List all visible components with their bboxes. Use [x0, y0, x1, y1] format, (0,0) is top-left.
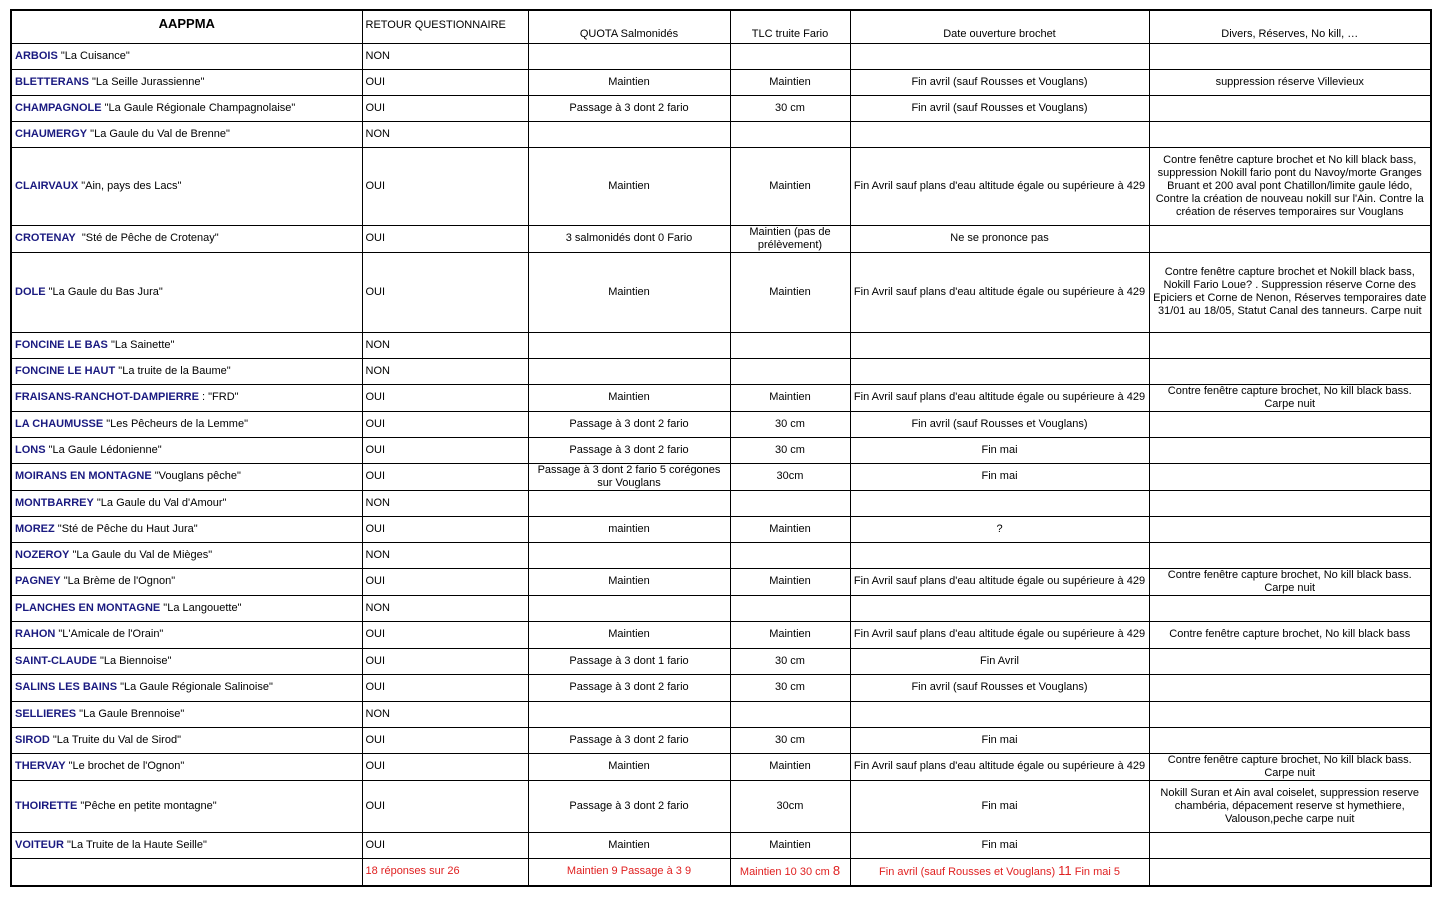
aappma-town-name: ARBOIS: [15, 49, 58, 62]
retour-cell: OUI: [362, 69, 528, 95]
tlc-cell: Maintien: [730, 621, 850, 648]
aappma-association-name: "Le brochet de l'Ognon": [65, 760, 185, 772]
quota-cell: Passage à 3 dont 2 fario: [528, 727, 730, 753]
header-aappma: AAPPMA: [11, 10, 362, 43]
summary-quota: Maintien 9 Passage à 3 9: [528, 858, 730, 886]
aappma-cell: [11, 516, 362, 542]
date-cell: [850, 332, 1149, 358]
aappma-association-name: "Les Pêcheurs de la Lemme": [103, 417, 248, 430]
divers-cell: [1149, 542, 1431, 568]
retour-cell: OUI: [362, 95, 528, 121]
retour-cell: OUI: [362, 832, 528, 858]
date-cell: [850, 595, 1149, 621]
date-cell: Fin mai: [850, 832, 1149, 858]
divers-cell: [1149, 832, 1431, 858]
quota-cell: Maintien: [528, 568, 730, 595]
date-cell: Fin Avril sauf plans d'eau altitude égale ou supérieure à 429: [850, 147, 1149, 225]
aappma-survey-table: [10, 9, 1432, 887]
header-tlc: TLC truite Fario: [730, 10, 850, 43]
aappma-town-name: CHAUMERGY: [15, 127, 88, 140]
quota-cell: [528, 358, 730, 384]
tlc-cell: [730, 121, 850, 147]
divers-cell: Contre fenêtre capture brochet, No kill black bass: [1149, 621, 1431, 648]
date-cell: Fin mai: [850, 463, 1149, 490]
quota-cell: Maintien: [528, 147, 730, 225]
divers-cell: [1149, 95, 1431, 121]
aappma-town-name: DOLE: [15, 285, 46, 298]
quota-cell: Passage à 3 dont 1 fario: [528, 648, 730, 674]
divers-cell: suppression réserve Villevieux: [1149, 69, 1431, 95]
quota-cell: Maintien: [528, 252, 730, 332]
quota-cell: Maintien: [528, 69, 730, 95]
summary-tlc: [730, 858, 850, 886]
date-cell: Ne se prononce pas: [850, 225, 1149, 252]
quota-cell: Maintien: [528, 621, 730, 648]
tlc-cell: [730, 595, 850, 621]
aappma-association-name: "Sté de Pêche de Crotenay": [75, 232, 219, 244]
table-body: [11, 43, 1431, 858]
header-divers: Divers, Réserves, No kill, …: [1149, 10, 1431, 43]
date-cell: Fin Avril: [850, 648, 1149, 674]
tlc-cell: Maintien: [730, 516, 850, 542]
divers-cell: [1149, 332, 1431, 358]
tlc-cell: Maintien: [730, 384, 850, 411]
table-row: [11, 780, 1431, 832]
aappma-cell: [11, 753, 362, 780]
aappma-association-name: "La Gaule Lédonienne": [45, 443, 162, 456]
tlc-cell: [730, 701, 850, 727]
aappma-town-name: PAGNEY: [15, 575, 61, 587]
quota-cell: Passage à 3 dont 2 fario: [528, 437, 730, 463]
aappma-town-name: PLANCHES EN MONTAGNE: [15, 601, 161, 614]
aappma-town-name: SAINT-CLAUDE: [15, 654, 97, 667]
table-row: [11, 727, 1431, 753]
tlc-cell: Maintien: [730, 753, 850, 780]
retour-cell: OUI: [362, 568, 528, 595]
date-cell: [850, 542, 1149, 568]
table-row: [11, 358, 1431, 384]
date-cell: ?: [850, 516, 1149, 542]
summary-divers: [1149, 858, 1431, 886]
table-row: [11, 121, 1431, 147]
quota-cell: maintien: [528, 516, 730, 542]
tlc-cell: 30cm: [730, 780, 850, 832]
quota-cell: [528, 542, 730, 568]
tlc-cell: [730, 542, 850, 568]
aappma-town-name: MOREZ: [15, 522, 55, 535]
tlc-cell: 30 cm: [730, 674, 850, 701]
summary-empty-cell: [11, 858, 362, 886]
tlc-cell: Maintien: [730, 69, 850, 95]
table-row: [11, 568, 1431, 595]
aappma-association-name: "L'Amicale de l'Orain": [55, 628, 164, 640]
divers-cell: [1149, 701, 1431, 727]
divers-cell: [1149, 516, 1431, 542]
aappma-cell: [11, 701, 362, 727]
table-row: [11, 225, 1431, 252]
date-cell: Fin avril (sauf Rousses et Vouglans): [850, 95, 1149, 121]
divers-cell: Contre fenêtre capture brochet et Nokill black bass, Nokill Fario Loue? . Suppression réserve Corne des Epiciers et Corne de Nenon, Réserves temporaires date 31/01 au 18/05, Statut Canal des tanneurs. Carpe nuit: [1149, 252, 1431, 332]
quota-cell: 3 salmonidés dont 0 Fario: [528, 225, 730, 252]
retour-cell: OUI: [362, 753, 528, 780]
aappma-cell: [11, 780, 362, 832]
aappma-association-name: "La Gaule Régionale Salinoise": [117, 681, 273, 693]
aappma-town-name: MOIRANS EN MONTAGNE: [15, 470, 152, 482]
retour-cell: NON: [362, 542, 528, 568]
tlc-cell: 30 cm: [730, 648, 850, 674]
aappma-association-name: "Ain, pays des Lacs": [78, 179, 182, 192]
tlc-cell: 30 cm: [730, 437, 850, 463]
aappma-town-name: CHAMPAGNOLE: [15, 101, 102, 114]
retour-cell: OUI: [362, 252, 528, 332]
date-cell: [850, 701, 1149, 727]
tlc-cell: Maintien (pas de prélèvement): [730, 225, 850, 252]
table-row: [11, 252, 1431, 332]
table-row: [11, 43, 1431, 69]
divers-cell: Contre fenêtre capture brochet, No kill black bass. Carpe nuit: [1149, 753, 1431, 780]
aappma-cell: [11, 648, 362, 674]
aappma-cell: [11, 727, 362, 753]
tlc-cell: [730, 332, 850, 358]
retour-cell: OUI: [362, 437, 528, 463]
aappma-association-name: "La Langouette": [160, 601, 242, 614]
divers-cell: [1149, 358, 1431, 384]
quota-cell: Passage à 3 dont 2 fario: [528, 411, 730, 437]
date-cell: Fin mai: [850, 437, 1149, 463]
tlc-cell: Maintien: [730, 252, 850, 332]
aappma-town-name: THOIRETTE: [15, 799, 78, 812]
date-cell: Fin Avril sauf plans d'eau altitude égale ou supérieure à 429: [850, 753, 1149, 780]
retour-cell: NON: [362, 490, 528, 516]
date-cell: Fin Avril sauf plans d'eau altitude égale ou supérieure à 429: [850, 621, 1149, 648]
aappma-town-name: RAHON: [15, 628, 56, 640]
divers-cell: [1149, 727, 1431, 753]
divers-cell: [1149, 648, 1431, 674]
date-cell: [850, 358, 1149, 384]
aappma-association-name: "La Truite du Val de Sirod": [49, 733, 181, 746]
tlc-cell: Maintien: [730, 832, 850, 858]
table-row: [11, 69, 1431, 95]
divers-cell: [1149, 674, 1431, 701]
date-cell: Fin Avril sauf plans d'eau altitude égale ou supérieure à 429: [850, 568, 1149, 595]
retour-cell: OUI: [362, 648, 528, 674]
header-quota: QUOTA Salmonidés: [528, 10, 730, 43]
quota-cell: Maintien: [528, 384, 730, 411]
summary-retour: 18 réponses sur 26: [362, 858, 528, 886]
summary-tlc-text: Maintien 10 30 cm: [739, 866, 833, 879]
retour-cell: NON: [362, 358, 528, 384]
aappma-cell: [11, 832, 362, 858]
aappma-cell: [11, 95, 362, 121]
table-row: [11, 832, 1431, 858]
tlc-cell: [730, 358, 850, 384]
header-retour: RETOUR QUESTIONNAIRE: [362, 10, 528, 43]
aappma-cell: [11, 225, 362, 252]
table-row: [11, 516, 1431, 542]
tlc-cell: 30 cm: [730, 727, 850, 753]
retour-cell: OUI: [362, 516, 528, 542]
aappma-cell: [11, 147, 362, 225]
divers-cell: [1149, 490, 1431, 516]
aappma-association-name: "La Cuisance": [57, 49, 130, 62]
divers-cell: [1149, 225, 1431, 252]
quota-cell: [528, 490, 730, 516]
aappma-association-name: "La Gaule du Val de Brenne": [87, 127, 230, 140]
divers-cell: [1149, 437, 1431, 463]
quota-cell: [528, 43, 730, 69]
summary-date: [850, 858, 1149, 886]
header-row: [11, 10, 1431, 43]
summary-date-count: 11: [1058, 863, 1072, 879]
aappma-town-name: CROTENAY: [15, 232, 76, 244]
table-row: [11, 753, 1431, 780]
retour-cell: OUI: [362, 621, 528, 648]
aappma-association-name: "La Truite de la Haute Seille": [63, 838, 207, 851]
table-row: [11, 595, 1431, 621]
divers-cell: Contre fenêtre capture brochet et No kill black bass, suppression Nokill fario pont du Navoy/morte Granges Bruant et 200 aval pont Chatillon/limite gaule lédo, Contre la création de nouveau nokill sur l'Ain. Contre la création de réserves temporaires sur Vouglans: [1149, 147, 1431, 225]
aappma-association-name: "Pêche en petite montagne": [77, 799, 217, 812]
retour-cell: OUI: [362, 411, 528, 437]
aappma-association-name: : "FRD": [198, 391, 239, 403]
tlc-cell: 30 cm: [730, 95, 850, 121]
date-cell: Fin Avril sauf plans d'eau altitude égale ou supérieure à 429: [850, 252, 1149, 332]
aappma-cell: [11, 490, 362, 516]
aappma-association-name: "La truite de la Baume": [115, 364, 231, 377]
divers-cell: [1149, 121, 1431, 147]
date-cell: Fin avril (sauf Rousses et Vouglans): [850, 674, 1149, 701]
table-row: [11, 437, 1431, 463]
retour-cell: OUI: [362, 147, 528, 225]
retour-cell: NON: [362, 701, 528, 727]
divers-cell: [1149, 595, 1431, 621]
quota-cell: Maintien: [528, 753, 730, 780]
aappma-cell: [11, 542, 362, 568]
aappma-town-name: SALINS LES BAINS: [15, 681, 118, 693]
aappma-cell: [11, 568, 362, 595]
date-cell: [850, 121, 1149, 147]
retour-cell: OUI: [362, 727, 528, 753]
table-row: [11, 384, 1431, 411]
aappma-cell: [11, 252, 362, 332]
divers-cell: Nokill Suran et Ain aval coiselet, suppression reserve chambéria, dépacement reserve st hymethiere, Valouson,peche carpe nuit: [1149, 780, 1431, 832]
table-row: [11, 147, 1431, 225]
aappma-cell: [11, 621, 362, 648]
summary-tlc-count: 8: [832, 863, 841, 879]
table-row: [11, 701, 1431, 727]
aappma-town-name: BLETTERANS: [15, 75, 89, 88]
retour-cell: NON: [362, 121, 528, 147]
quota-cell: Passage à 3 dont 2 fario: [528, 95, 730, 121]
retour-cell: NON: [362, 595, 528, 621]
divers-cell: [1149, 463, 1431, 490]
quota-cell: [528, 701, 730, 727]
quota-cell: Passage à 3 dont 2 fario: [528, 780, 730, 832]
table-row: [11, 621, 1431, 648]
aappma-town-name: LA CHAUMUSSE: [15, 417, 104, 430]
table-row: [11, 542, 1431, 568]
aappma-cell: [11, 332, 362, 358]
aappma-cell: [11, 69, 362, 95]
tlc-cell: Maintien: [730, 568, 850, 595]
date-cell: Fin mai: [850, 727, 1149, 753]
date-cell: Fin Avril sauf plans d'eau altitude égale ou supérieure à 429: [850, 384, 1149, 411]
aappma-cell: [11, 384, 362, 411]
aappma-town-name: MONTBARREY: [15, 496, 94, 509]
aappma-town-name: FONCINE LE BAS: [15, 338, 108, 351]
aappma-cell: [11, 437, 362, 463]
table-row: [11, 463, 1431, 490]
table-row: [11, 411, 1431, 437]
aappma-association-name: "La Seille Jurassienne": [88, 75, 205, 88]
aappma-town-name: SIROD: [15, 733, 50, 746]
header-date: Date ouverture brochet: [850, 10, 1149, 43]
aappma-cell: [11, 595, 362, 621]
table-row: [11, 490, 1431, 516]
aappma-town-name: VOITEUR: [15, 838, 64, 851]
aappma-town-name: SELLIERES: [15, 707, 77, 720]
quota-cell: Passage à 3 dont 2 fario 5 corégones sur Vouglans: [528, 463, 730, 490]
tlc-cell: 30cm: [730, 463, 850, 490]
aappma-town-name: NOZEROY: [15, 548, 70, 561]
aappma-cell: [11, 674, 362, 701]
quota-cell: [528, 332, 730, 358]
divers-cell: [1149, 43, 1431, 69]
aappma-town-name: LONS: [15, 443, 46, 456]
tlc-cell: [730, 43, 850, 69]
aappma-cell: [11, 463, 362, 490]
aappma-association-name: "La Sainette": [107, 338, 175, 351]
aappma-cell: [11, 43, 362, 69]
retour-cell: OUI: [362, 463, 528, 490]
divers-cell: Contre fenêtre capture brochet, No kill black bass. Carpe nuit: [1149, 568, 1431, 595]
summary-date-text: Fin avril (sauf Rousses et Vouglans): [879, 866, 1059, 879]
retour-cell: OUI: [362, 384, 528, 411]
aappma-association-name: "La Gaule Brennoise": [76, 707, 185, 720]
aappma-association-name: "La Gaule du Val de Mièges": [69, 548, 213, 561]
aappma-town-name: CLAIRVAUX: [15, 179, 79, 192]
date-cell: [850, 43, 1149, 69]
date-cell: Fin mai: [850, 780, 1149, 832]
date-cell: Fin avril (sauf Rousses et Vouglans): [850, 411, 1149, 437]
table-row: [11, 332, 1431, 358]
aappma-association-name: "La Gaule du Bas Jura": [45, 285, 163, 298]
quota-cell: Passage à 3 dont 2 fario: [528, 674, 730, 701]
table-row: [11, 648, 1431, 674]
retour-cell: NON: [362, 43, 528, 69]
tlc-cell: Maintien: [730, 147, 850, 225]
quota-cell: [528, 121, 730, 147]
aappma-association-name: "La Gaule du Val d'Amour": [93, 496, 227, 509]
retour-cell: OUI: [362, 225, 528, 252]
aappma-association-name: "La Gaule Régionale Champagnolaise": [101, 101, 296, 114]
aappma-association-name: "Sté de Pêche du Haut Jura": [54, 522, 198, 535]
summary-date-tail: Fin mai 5: [1071, 866, 1120, 879]
date-cell: [850, 490, 1149, 516]
aappma-association-name: "Vouglans pêche": [151, 470, 241, 482]
aappma-cell: [11, 411, 362, 437]
divers-cell: Contre fenêtre capture brochet, No kill black bass. Carpe nuit: [1149, 384, 1431, 411]
table-row: [11, 95, 1431, 121]
summary-row: [11, 858, 1431, 886]
tlc-cell: [730, 490, 850, 516]
aappma-town-name: FONCINE LE HAUT: [15, 364, 116, 377]
date-cell: Fin avril (sauf Rousses et Vouglans): [850, 69, 1149, 95]
retour-cell: OUI: [362, 780, 528, 832]
retour-cell: OUI: [362, 674, 528, 701]
divers-cell: [1149, 411, 1431, 437]
aappma-town-name: THERVAY: [15, 760, 66, 772]
aappma-cell: [11, 358, 362, 384]
tlc-cell: 30 cm: [730, 411, 850, 437]
aappma-association-name: "La Brème de l'Ognon": [60, 575, 176, 587]
quota-cell: [528, 595, 730, 621]
retour-cell: NON: [362, 332, 528, 358]
aappma-town-name: FRAISANS-RANCHOT-DAMPIERRE: [15, 391, 199, 403]
aappma-cell: [11, 121, 362, 147]
quota-cell: Maintien: [528, 832, 730, 858]
table-row: [11, 674, 1431, 701]
aappma-association-name: "La Biennoise": [96, 654, 172, 667]
